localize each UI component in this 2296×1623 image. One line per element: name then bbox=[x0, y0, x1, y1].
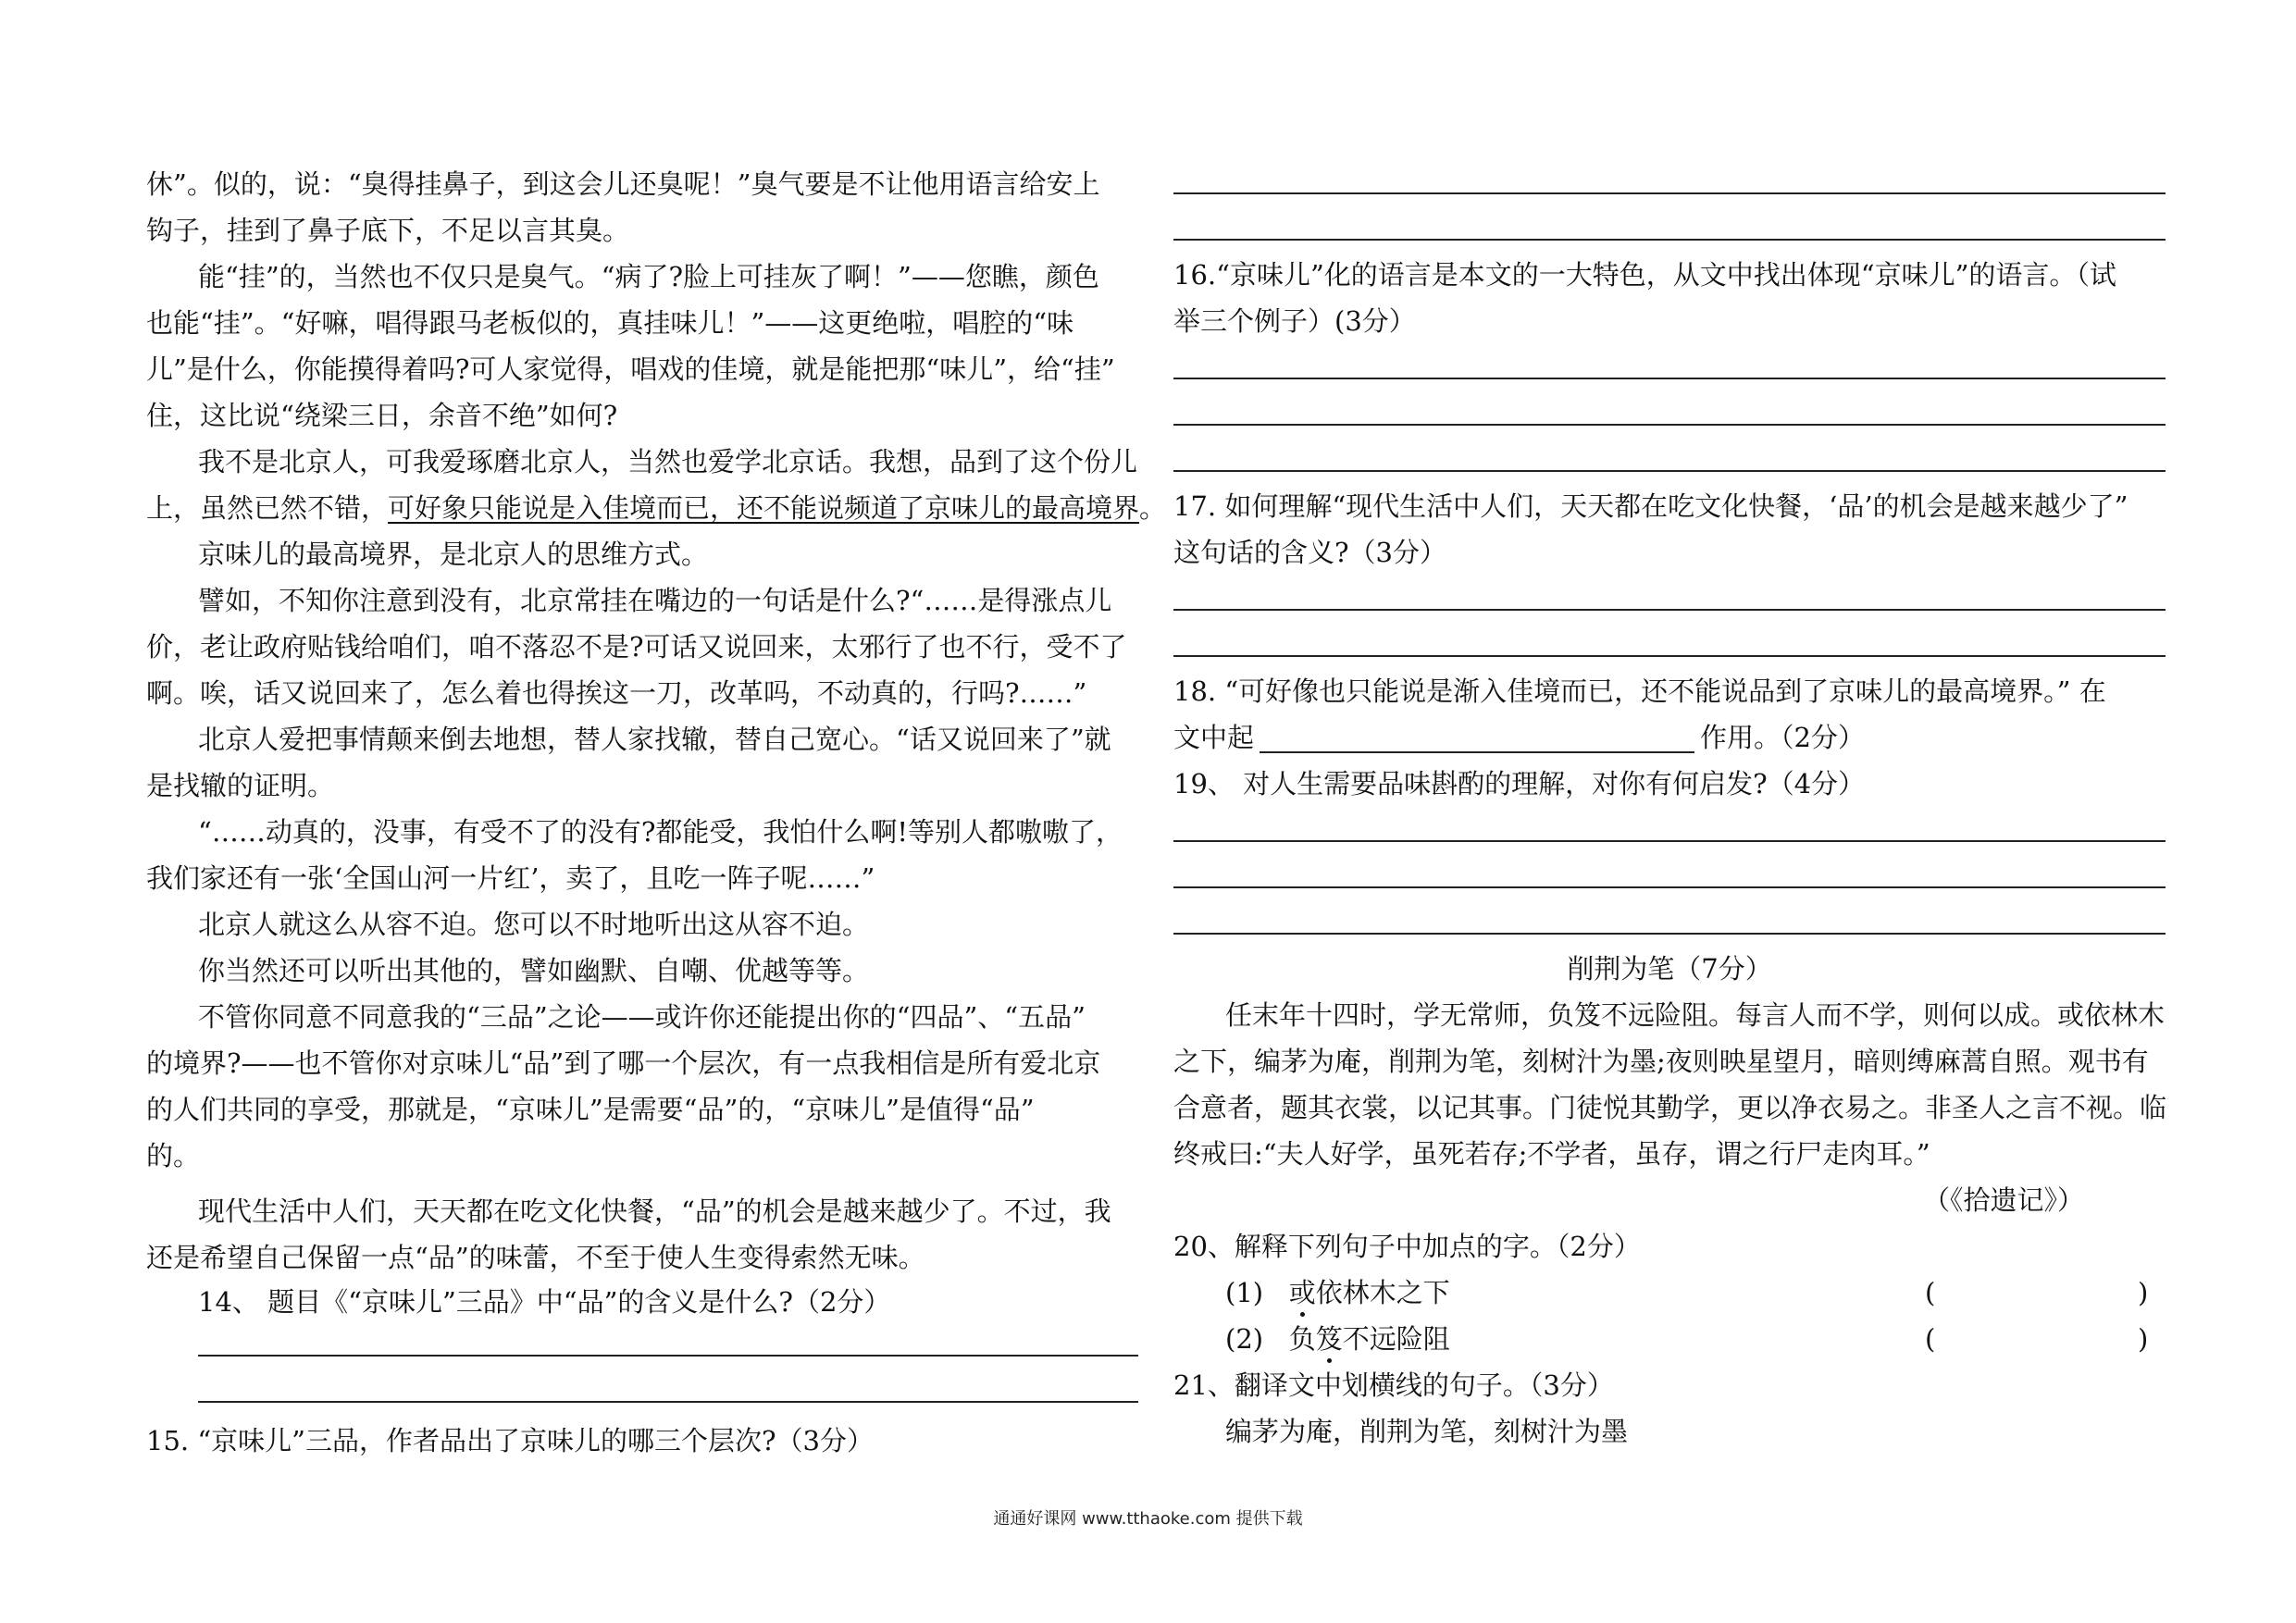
dotted-char: 笈 bbox=[1315, 1323, 1343, 1355]
classical-line: 任末年十四时，学无常师，负笈不远险阻。每言人而不学，则何以成。或依林木 bbox=[1225, 999, 2166, 1031]
question-19: 19、 对人生需要品味斟酌的理解，对你有何启发?（4分） bbox=[1173, 768, 1866, 799]
item-number: (1) bbox=[1225, 1277, 1264, 1308]
passage-line: “……动真的，没事，有受不了的没有?都能受，我怕什么啊!等别人都嗷嗷了， bbox=[198, 816, 1123, 848]
passage-line: 譬如，不知你注意到没有，北京常挂在嘴边的一句话是什么?“……是得涨点儿 bbox=[198, 585, 1112, 616]
item-text: 不远险阻 bbox=[1342, 1323, 1450, 1355]
item-number: (2) bbox=[1225, 1323, 1264, 1355]
footer-source: 通通好课网 www.tthaoke.com 提供下载 bbox=[993, 1509, 1303, 1529]
period: 。 bbox=[1139, 492, 1167, 524]
answer-line[interactable] bbox=[1173, 886, 2166, 888]
fill-in-blank[interactable] bbox=[1260, 727, 1694, 753]
passage-line: 钩子，挂到了鼻子底下，不足以言其臭。 bbox=[146, 215, 630, 246]
passage-line: 京味儿的最高境界，是北京人的思维方式。 bbox=[198, 539, 709, 570]
passage-line: 现代生活中人们，天天都在吃文化快餐，“品”的机会是越来越少了。不过，我 bbox=[198, 1196, 1111, 1227]
passage-line: 的。 bbox=[146, 1140, 201, 1171]
passage-line: 的人们共同的享受，那就是，“京味儿”是需要“品”的，“京味儿”是值得“品” bbox=[146, 1094, 1035, 1125]
q20-item-1 bbox=[1225, 1277, 1450, 1308]
answer-line[interactable] bbox=[1173, 239, 2166, 241]
item-text: 依林木之下 bbox=[1315, 1277, 1450, 1308]
question-14: 14、 题目《“京味儿”三品》中“品”的含义是什么?（2分） bbox=[198, 1286, 891, 1318]
answer-paren-open: ( bbox=[1925, 1323, 1936, 1355]
passage-line: 价，老让政府贴钱给咱们，咱不落忍不是?可话又说回来，太邪行了也不行，受不了 bbox=[146, 631, 1127, 663]
passage-line: 的境界?——也不管你对京味儿“品”到了哪一个层次，有一点我相信是所有爱北京 bbox=[146, 1047, 1101, 1079]
answer-line[interactable] bbox=[1173, 192, 2166, 194]
passage-line: 是找辙的证明。 bbox=[146, 770, 335, 801]
passage-line: 还是希望自己保留一点“品”的味蕾，不至于使人生变得索然无味。 bbox=[146, 1242, 925, 1273]
answer-line[interactable] bbox=[198, 1355, 1138, 1357]
plain-text: 上，虽然已然不错， bbox=[146, 492, 389, 524]
answer-line[interactable] bbox=[1173, 470, 2166, 472]
passage-line: 不管你同意不同意我的“三品”之论——或许你还能提出你的“四品”、“五品” bbox=[198, 1001, 1086, 1033]
passage-line: 我不是北京人，可我爱琢磨北京人，当然也爱学北京话。我想，品到了这个份儿 bbox=[198, 446, 1138, 477]
underlined-sentence: 可好象只能说是入佳境而已，还不能说频道了京味儿的最高境界 bbox=[388, 492, 1140, 524]
answer-line[interactable] bbox=[198, 1401, 1138, 1403]
classical-line: 终戒曰:“夫人好学，虽死若存;不学者，虽存，谓之行尸走肉耳。” bbox=[1173, 1138, 1930, 1170]
answer-line[interactable] bbox=[1173, 933, 2166, 935]
question-20: 20、解释下列句子中加点的字。（2分） bbox=[1173, 1231, 1641, 1262]
classical-title: 削荆为笔（7分） bbox=[1567, 953, 1772, 985]
answer-paren-open: ( bbox=[1925, 1277, 1936, 1308]
classical-line: 合意者，题其衣裳，以记其事。门徒悦其勤学，更以净衣易之。非圣人之言不视。临 bbox=[1173, 1092, 2167, 1123]
q18-suffix: 作用。（2分） bbox=[1700, 722, 1865, 753]
classical-line: 之下，编茅为庵，削荆为笔，刻树汁为墨;夜则映星望月，暗则缚麻蒿自照。观书有 bbox=[1173, 1046, 2149, 1077]
item-text-pre: 负 bbox=[1288, 1323, 1316, 1355]
passage-line: 啊。唉，话又说回来了，怎么着也得挨这一刀，改革吗，不动真的，行吗?……” bbox=[146, 677, 1087, 709]
passage-line: 也能“挂”。“好嘛，唱得跟马老板似的，真挂味儿！”——这更绝啦，唱腔的“味 bbox=[146, 307, 1074, 339]
passage-line: 你当然还可以听出其他的，譬如幽默、自嘲、优越等等。 bbox=[198, 955, 870, 986]
question-18: 18. “可好像也只能说是渐入佳境而已，还不能说品到了京味儿的最高境界。” 在 bbox=[1173, 675, 2106, 707]
question-17: 17. 如何理解“现代生活中人们，天天都在吃文化快餐，‘品’的机会是越来越少了” bbox=[1173, 490, 2128, 522]
question-21: 21、翻译文中划横线的句子。（3分） bbox=[1173, 1369, 1614, 1401]
passage-line: 北京人爱把事情颠来倒去地想，替人家找辙，替自己宽心。“话又说回来了”就 bbox=[198, 724, 1111, 755]
question-15: 15. “京味儿”三品，作者品出了京味儿的哪三个层次?（3分） bbox=[146, 1425, 874, 1456]
question-18-cont bbox=[1173, 722, 1865, 753]
answer-line[interactable] bbox=[1173, 424, 2166, 426]
passage-line: 能“挂”的，当然也不仅只是臭气。“病了?脸上可挂灰了啊！”——您瞧，颜色 bbox=[198, 261, 1099, 292]
passage-line: 我们家还有一张‘全国山河一片红’，卖了，且吃一阵子呢……” bbox=[146, 862, 875, 894]
question-16: 16.“京味儿”化的语言是本文的一大特色，从文中找出体现“京味儿”的语言。（试 bbox=[1173, 259, 2116, 291]
question-17-cont: 这句话的含义?（3分） bbox=[1173, 537, 1446, 568]
answer-line[interactable] bbox=[1173, 840, 2166, 842]
source-citation: （《拾遗记》） bbox=[1923, 1184, 2085, 1216]
q18-prefix: 文中起 bbox=[1173, 722, 1255, 753]
q20-item-2 bbox=[1225, 1323, 1450, 1355]
passage-line: 北京人就这么从容不迫。您可以不时地听出这从容不迫。 bbox=[198, 909, 870, 940]
answer-paren-close: ) bbox=[2138, 1323, 2149, 1355]
passage-line-underlined-sentence bbox=[146, 492, 1166, 524]
passage-line: 住，这比说“绕梁三日，余音不绝”如何? bbox=[146, 400, 618, 431]
q21-sentence: 编茅为庵，削荆为笔，刻树汁为墨 bbox=[1225, 1416, 1629, 1447]
question-16-cont: 举三个例子）(3分） bbox=[1173, 305, 1416, 337]
answer-paren-close: ) bbox=[2138, 1277, 2149, 1308]
answer-line[interactable] bbox=[1173, 378, 2166, 379]
passage-line: 儿”是什么，你能摸得着吗?可人家觉得，唱戏的佳境，就是能把那“味儿”，给“挂” bbox=[146, 353, 1115, 385]
answer-line[interactable] bbox=[1173, 655, 2166, 657]
answer-line[interactable] bbox=[1173, 609, 2166, 611]
passage-line: 休”。似的，说：“臭得挂鼻子，到这会儿还臭呢！”臭气要是不让他用语言给安上 bbox=[146, 168, 1100, 200]
dotted-char: 或 bbox=[1288, 1277, 1316, 1308]
